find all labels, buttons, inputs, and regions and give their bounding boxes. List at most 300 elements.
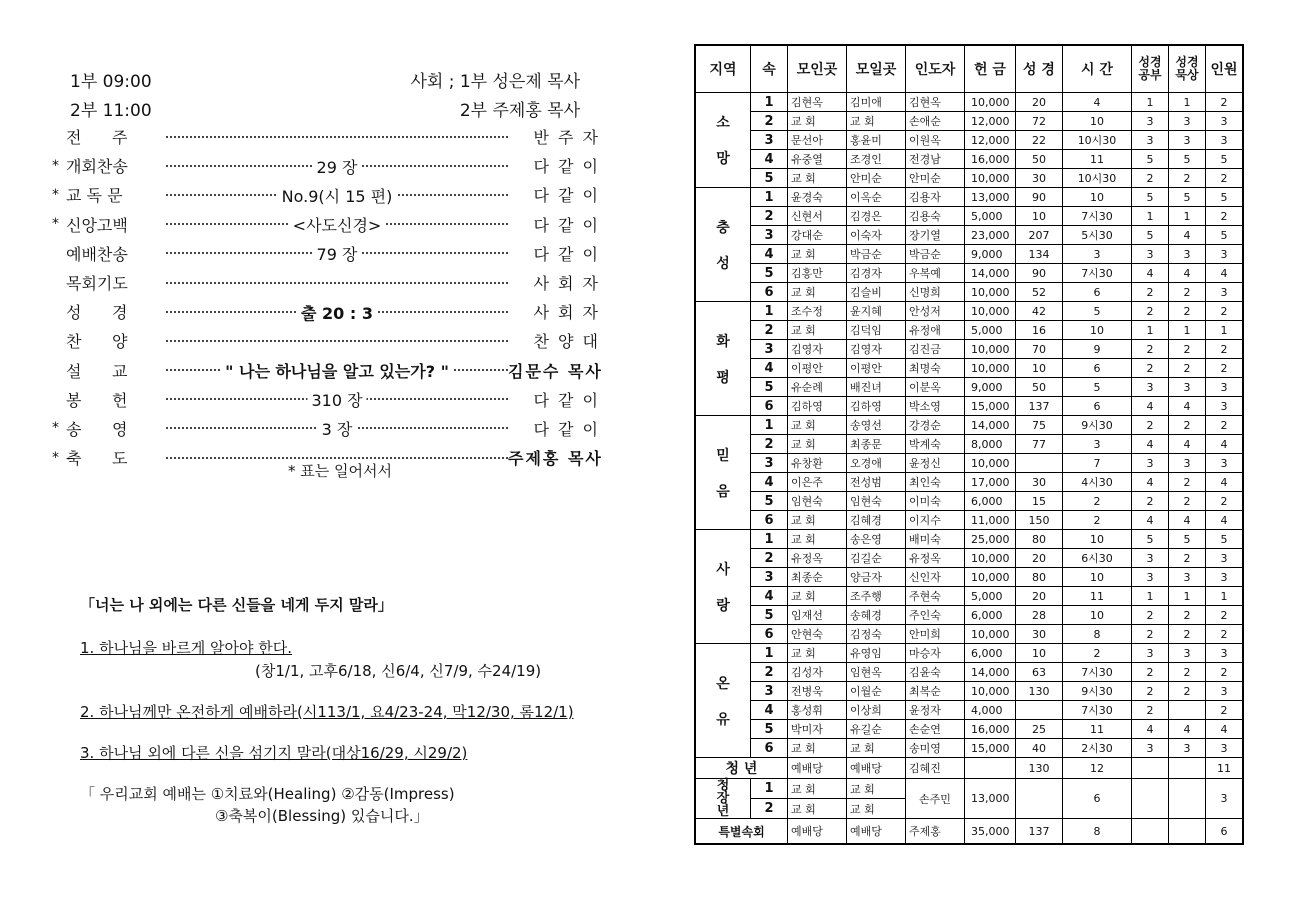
cell-number: 5 xyxy=(751,492,788,511)
offering: 23,000 xyxy=(965,226,1016,245)
meet-place: 교 회 xyxy=(788,435,847,454)
leader: 김용숙 xyxy=(906,207,965,226)
attendance: 2 xyxy=(1206,302,1244,321)
time: 10시30 xyxy=(1063,131,1132,150)
worship-item-detail: 79 장 xyxy=(313,242,362,265)
leader: 주인숙 xyxy=(906,606,965,625)
next-place: 교 회 xyxy=(847,799,906,819)
worship-item-name: 교 독 문 xyxy=(66,186,123,206)
attendance: 2 xyxy=(1206,492,1244,511)
district-name: 특별속회 xyxy=(695,819,788,845)
next-place: 유길순 xyxy=(847,720,906,739)
offering: 16,000 xyxy=(965,150,1016,169)
next-place: 예배당 xyxy=(847,819,906,845)
cell-number: 1 xyxy=(751,779,788,799)
offering: 6,000 xyxy=(965,492,1016,511)
next-place: 이월순 xyxy=(847,682,906,701)
table-row xyxy=(695,416,1243,435)
table-row xyxy=(695,473,1243,492)
meet-place: 김홍만 xyxy=(788,264,847,283)
district-name: 청 년 xyxy=(695,758,788,779)
table-row xyxy=(695,625,1243,644)
bible-count: 52 xyxy=(1016,283,1063,302)
meet-place: 안현숙 xyxy=(788,625,847,644)
time: 10 xyxy=(1063,606,1132,625)
cell-number: 2 xyxy=(751,663,788,682)
time: 6 xyxy=(1063,283,1132,302)
district-name: 온 유 xyxy=(695,644,751,758)
bible-meditation: 2 xyxy=(1169,302,1206,321)
bible-study: 1 xyxy=(1132,321,1169,340)
meet-place: 강대순 xyxy=(788,226,847,245)
offering: 8,000 xyxy=(965,435,1016,454)
offering: 5,000 xyxy=(965,321,1016,340)
next-place: 유영임 xyxy=(847,644,906,663)
service-time-2: 2부 11:00 xyxy=(70,101,152,121)
bible-meditation: 3 xyxy=(1169,568,1206,587)
table-row xyxy=(695,302,1243,321)
attendance: 3 xyxy=(1206,378,1244,397)
time: 5 xyxy=(1063,378,1132,397)
offering: 10,000 xyxy=(965,549,1016,568)
meet-place: 교 회 xyxy=(788,530,847,549)
offering: 25,000 xyxy=(965,530,1016,549)
bible-count: 75 xyxy=(1016,416,1063,435)
bible-meditation xyxy=(1169,779,1206,819)
bible-study xyxy=(1132,819,1169,845)
cell-group-table xyxy=(694,44,1244,845)
meet-place: 교 회 xyxy=(788,321,847,340)
leader: 전경남 xyxy=(906,150,965,169)
offering: 9,000 xyxy=(965,378,1016,397)
bible-count: 20 xyxy=(1016,93,1063,112)
table-row xyxy=(695,397,1243,416)
bible-meditation: 3 xyxy=(1169,454,1206,473)
leader: 주제홍 xyxy=(906,819,965,845)
next-place: 이숙자 xyxy=(847,226,906,245)
table-row xyxy=(695,644,1243,663)
meet-place: 교 회 xyxy=(788,644,847,663)
worship-item-name: 찬 양 xyxy=(66,332,128,352)
dot-leader xyxy=(166,331,508,351)
next-place: 김덕임 xyxy=(847,321,906,340)
cell-number: 6 xyxy=(751,739,788,758)
column-header: 지역 xyxy=(695,45,751,93)
bible-study: 2 xyxy=(1132,663,1169,682)
offering: 14,000 xyxy=(965,264,1016,283)
table-row xyxy=(695,112,1243,131)
next-place: 교 회 xyxy=(847,739,906,758)
standing-note: * 표는 일어서서 xyxy=(288,462,392,480)
next-place: 김정숙 xyxy=(847,625,906,644)
table-row xyxy=(695,359,1243,378)
offering: 5,000 xyxy=(965,587,1016,606)
time: 2 xyxy=(1063,644,1132,663)
leader: 이원옥 xyxy=(906,131,965,150)
table-row xyxy=(695,549,1243,568)
leader: 유정옥 xyxy=(906,549,965,568)
attendance: 5 xyxy=(1206,150,1244,169)
bible-study: 2 xyxy=(1132,682,1169,701)
attendance: 3 xyxy=(1206,644,1244,663)
bible-study: 2 xyxy=(1132,606,1169,625)
next-place: 송혜경 xyxy=(847,606,906,625)
time: 10 xyxy=(1063,112,1132,131)
bible-study: 3 xyxy=(1132,131,1169,150)
meet-place: 박미자 xyxy=(788,720,847,739)
meet-place: 교 회 xyxy=(788,416,847,435)
cell-number: 2 xyxy=(751,112,788,131)
leader: 손순연 xyxy=(906,720,965,739)
meet-place: 유정옥 xyxy=(788,549,847,568)
leader: 박계숙 xyxy=(906,435,965,454)
next-place: 오경애 xyxy=(847,454,906,473)
leader: 손애순 xyxy=(906,112,965,131)
cell-number: 6 xyxy=(751,511,788,530)
worship-item xyxy=(52,385,600,414)
bible-meditation: 3 xyxy=(1169,378,1206,397)
next-place: 조주행 xyxy=(847,587,906,606)
worship-item-name: 예배찬송 xyxy=(66,244,128,264)
time: 8 xyxy=(1063,625,1132,644)
cell-number: 1 xyxy=(751,93,788,112)
meet-place: 문선아 xyxy=(788,131,847,150)
offering: 13,000 xyxy=(965,188,1016,207)
table-row xyxy=(695,131,1243,150)
dot-leader xyxy=(166,418,508,438)
next-place: 이상희 xyxy=(847,701,906,720)
next-place: 김혜경 xyxy=(847,511,906,530)
table-row xyxy=(695,226,1243,245)
attendance: 4 xyxy=(1206,264,1244,283)
bible-study: 2 xyxy=(1132,416,1169,435)
bible-count: 137 xyxy=(1016,397,1063,416)
table-row xyxy=(695,739,1243,758)
worship-item xyxy=(52,414,600,443)
offering: 10,000 xyxy=(965,682,1016,701)
worship-item xyxy=(52,180,600,209)
leader: 신인자 xyxy=(906,568,965,587)
bible-study: 4 xyxy=(1132,264,1169,283)
table-row xyxy=(695,568,1243,587)
attendance: 1 xyxy=(1206,321,1244,340)
column-header: 성 경 xyxy=(1016,45,1063,93)
worship-item xyxy=(52,326,600,355)
attendance: 2 xyxy=(1206,340,1244,359)
time: 7시30 xyxy=(1063,264,1132,283)
offering: 12,000 xyxy=(965,112,1016,131)
bible-meditation: 2 xyxy=(1169,340,1206,359)
motto-line-2: ③축복이(Blessing) 있습니다.」 xyxy=(215,807,429,825)
table-row xyxy=(695,188,1243,207)
column-header: 인도자 xyxy=(906,45,965,93)
district-name: 화 평 xyxy=(695,302,751,416)
cell-number: 2 xyxy=(751,207,788,226)
bible-meditation: 2 xyxy=(1169,682,1206,701)
cell-number: 6 xyxy=(751,397,788,416)
leader: 이지수 xyxy=(906,511,965,530)
bible-study: 2 xyxy=(1132,302,1169,321)
worship-item-leader: 다 같 이 xyxy=(533,157,600,177)
attendance: 3 xyxy=(1206,112,1244,131)
worship-item xyxy=(52,210,600,239)
table-row xyxy=(695,758,1243,779)
offering: 14,000 xyxy=(965,416,1016,435)
attendance: 3 xyxy=(1206,549,1244,568)
next-place: 송영선 xyxy=(847,416,906,435)
worship-item-detail: 310 장 xyxy=(307,388,366,411)
leader: 김혜진 xyxy=(906,758,965,779)
bible-meditation: 2 xyxy=(1169,169,1206,188)
cell-number: 2 xyxy=(751,799,788,819)
sermon-point-1: 1. 하나님을 바르게 알아야 한다. xyxy=(80,639,293,657)
table-row xyxy=(695,530,1243,549)
table-row xyxy=(695,663,1243,682)
cell-number: 2 xyxy=(751,321,788,340)
leader: 최명숙 xyxy=(906,359,965,378)
worship-item-name: 목회기도 xyxy=(66,274,128,294)
bible-count: 150 xyxy=(1016,511,1063,530)
meet-place: 조수정 xyxy=(788,302,847,321)
leader: 이미숙 xyxy=(906,492,965,511)
cell-number: 4 xyxy=(751,473,788,492)
next-place: 안미순 xyxy=(847,169,906,188)
bible-meditation: 5 xyxy=(1169,530,1206,549)
leader: 송미영 xyxy=(906,739,965,758)
leader: 마승자 xyxy=(906,644,965,663)
dot-leader xyxy=(166,243,508,263)
next-place: 조경인 xyxy=(847,150,906,169)
district-name: 청 장 년 xyxy=(695,779,751,819)
attendance: 3 xyxy=(1206,283,1244,302)
worship-item-name: 축 도 xyxy=(66,449,128,469)
bible-count: 25 xyxy=(1016,720,1063,739)
next-place: 양금자 xyxy=(847,568,906,587)
table-row xyxy=(695,245,1243,264)
bible-meditation: 1 xyxy=(1169,321,1206,340)
worship-item-leader: 김문수 목사 xyxy=(508,361,603,381)
standing-mark: * xyxy=(52,420,59,437)
leader: 우복예 xyxy=(906,264,965,283)
attendance: 5 xyxy=(1206,226,1244,245)
attendance: 2 xyxy=(1206,207,1244,226)
attendance: 2 xyxy=(1206,169,1244,188)
worship-item-detail: <사도신경> xyxy=(289,213,386,236)
meet-place: 교 회 xyxy=(788,283,847,302)
column-header: 모일곳 xyxy=(847,45,906,93)
meet-place: 교 회 xyxy=(788,739,847,758)
bible-count: 90 xyxy=(1016,188,1063,207)
column-header: 인원 xyxy=(1206,45,1244,93)
bible-count: 15 xyxy=(1016,492,1063,511)
attendance: 2 xyxy=(1206,701,1244,720)
bible-count: 207 xyxy=(1016,226,1063,245)
dot-leader xyxy=(166,127,508,147)
cell-number: 2 xyxy=(751,549,788,568)
time: 6 xyxy=(1063,779,1132,819)
bible-study: 2 xyxy=(1132,169,1169,188)
bible-meditation: 2 xyxy=(1169,283,1206,302)
bible-count: 30 xyxy=(1016,473,1063,492)
bible-count: 80 xyxy=(1016,568,1063,587)
cell-number: 5 xyxy=(751,720,788,739)
column-header: 헌 금 xyxy=(965,45,1016,93)
bible-count: 134 xyxy=(1016,245,1063,264)
leader: 김용자 xyxy=(906,188,965,207)
meet-place: 예배당 xyxy=(788,819,847,845)
attendance: 2 xyxy=(1206,625,1244,644)
sermon-point-3: 3. 하나님 외에 다른 신을 섬기지 말라(대상16/29, 시29/2) xyxy=(80,744,468,762)
leader: 안미순 xyxy=(906,169,965,188)
offering: 12,000 xyxy=(965,131,1016,150)
next-place: 홍윤미 xyxy=(847,131,906,150)
table-row xyxy=(695,150,1243,169)
offering: 16,000 xyxy=(965,720,1016,739)
service-time-1: 1부 09:00 xyxy=(70,72,152,92)
bible-study: 3 xyxy=(1132,644,1169,663)
attendance: 3 xyxy=(1206,131,1244,150)
bible-meditation: 2 xyxy=(1169,625,1206,644)
worship-item-leader: 사 회 자 xyxy=(533,274,600,294)
standing-mark: * xyxy=(52,449,59,466)
bible-study: 4 xyxy=(1132,435,1169,454)
offering xyxy=(965,758,1016,779)
offering: 10,000 xyxy=(965,302,1016,321)
table-row xyxy=(695,264,1243,283)
dot-leader xyxy=(166,360,508,380)
bible-study: 1 xyxy=(1132,207,1169,226)
meet-place: 이평안 xyxy=(788,359,847,378)
bible-meditation: 1 xyxy=(1169,587,1206,606)
bible-meditation: 2 xyxy=(1169,359,1206,378)
leader: 장기열 xyxy=(906,226,965,245)
worship-item-leader: 다 같 이 xyxy=(533,186,600,206)
attendance: 3 xyxy=(1206,739,1244,758)
offering: 15,000 xyxy=(965,397,1016,416)
leader: 이분옥 xyxy=(906,378,965,397)
attendance: 3 xyxy=(1206,779,1244,819)
column-header: 성경 공부 xyxy=(1132,45,1169,93)
time: 2 xyxy=(1063,492,1132,511)
time: 4시30 xyxy=(1063,473,1132,492)
bible-study: 3 xyxy=(1132,454,1169,473)
dot-leader xyxy=(166,302,508,322)
table-row xyxy=(695,207,1243,226)
sermon-point-2: 2. 하나님께만 온전하게 예배하라(시113/1, 요4/23-24, 막12/30, 롬12/1) xyxy=(80,703,574,721)
worship-item-leader: 반 주 자 xyxy=(533,128,600,148)
cell-number: 1 xyxy=(751,530,788,549)
column-header: 속 xyxy=(751,45,788,93)
cell-number: 1 xyxy=(751,644,788,663)
standing-mark: * xyxy=(52,186,59,203)
worship-item xyxy=(52,239,600,268)
cell-number: 4 xyxy=(751,587,788,606)
time: 7 xyxy=(1063,454,1132,473)
cell-number: 2 xyxy=(751,435,788,454)
offering: 10,000 xyxy=(965,625,1016,644)
attendance: 3 xyxy=(1206,245,1244,264)
bible-count: 28 xyxy=(1016,606,1063,625)
bible-study: 1 xyxy=(1132,93,1169,112)
bible-study: 3 xyxy=(1132,378,1169,397)
cell-number: 1 xyxy=(751,416,788,435)
bible-meditation xyxy=(1169,819,1206,845)
meet-place: 교 회 xyxy=(788,799,847,819)
next-place: 김경자 xyxy=(847,264,906,283)
bible-meditation: 4 xyxy=(1169,264,1206,283)
bible-meditation: 4 xyxy=(1169,397,1206,416)
bible-count: 16 xyxy=(1016,321,1063,340)
attendance: 4 xyxy=(1206,473,1244,492)
worship-item-leader: 다 같 이 xyxy=(533,244,600,264)
worship-item-detail: No.9(시 15 편) xyxy=(278,184,397,207)
attendance: 4 xyxy=(1206,720,1244,739)
table-row xyxy=(695,819,1243,845)
bible-meditation: 2 xyxy=(1169,416,1206,435)
bible-count: 50 xyxy=(1016,378,1063,397)
worship-item-leader: 찬 양 대 xyxy=(533,332,600,352)
bible-count xyxy=(1016,701,1063,720)
bible-meditation: 4 xyxy=(1169,435,1206,454)
meet-place: 교 회 xyxy=(788,779,847,799)
next-place: 김슬비 xyxy=(847,283,906,302)
leader: 박금순 xyxy=(906,245,965,264)
meet-place: 임재선 xyxy=(788,606,847,625)
offering: 10,000 xyxy=(965,454,1016,473)
offering: 10,000 xyxy=(965,359,1016,378)
bible-count: 72 xyxy=(1016,112,1063,131)
bible-study: 4 xyxy=(1132,720,1169,739)
bible-meditation xyxy=(1169,701,1206,720)
meet-place: 김현옥 xyxy=(788,93,847,112)
service-leaders xyxy=(380,68,580,126)
leader-1: 사회 ; 1부 성은제 목사 xyxy=(410,72,580,92)
meet-place: 교 회 xyxy=(788,511,847,530)
attendance: 4 xyxy=(1206,511,1244,530)
time: 11 xyxy=(1063,587,1132,606)
worship-item-detail: 3 장 xyxy=(318,417,357,440)
table-row xyxy=(695,682,1243,701)
bible-study: 1 xyxy=(1132,587,1169,606)
bible-count: 77 xyxy=(1016,435,1063,454)
meet-place: 교 회 xyxy=(788,169,847,188)
cell-number: 3 xyxy=(751,568,788,587)
bible-count: 130 xyxy=(1016,682,1063,701)
sermon-point-1-refs: (창1/1, 고후6/18, 신6/4, 신7/9, 수24/19) xyxy=(255,662,542,680)
worship-item-name: 신앙고백 xyxy=(66,215,128,235)
bible-meditation: 4 xyxy=(1169,226,1206,245)
worship-item-name: 봉 헌 xyxy=(66,390,128,410)
time: 11 xyxy=(1063,150,1132,169)
next-place: 박금순 xyxy=(847,245,906,264)
cell-number: 3 xyxy=(751,226,788,245)
cell-number: 4 xyxy=(751,359,788,378)
order-of-worship xyxy=(52,122,603,472)
bible-meditation: 2 xyxy=(1169,663,1206,682)
offering: 35,000 xyxy=(965,819,1016,845)
cell-number: 6 xyxy=(751,283,788,302)
bible-meditation: 2 xyxy=(1169,606,1206,625)
leader: 김윤숙 xyxy=(906,663,965,682)
bible-study: 3 xyxy=(1132,549,1169,568)
leader: 안성저 xyxy=(906,302,965,321)
bible-study: 5 xyxy=(1132,188,1169,207)
worship-item-detail: " 나는 하나님을 알고 있는가? " xyxy=(221,359,453,382)
table-header-row xyxy=(695,45,1243,93)
offering: 10,000 xyxy=(965,283,1016,302)
attendance: 5 xyxy=(1206,188,1244,207)
column-header: 시 간 xyxy=(1063,45,1132,93)
